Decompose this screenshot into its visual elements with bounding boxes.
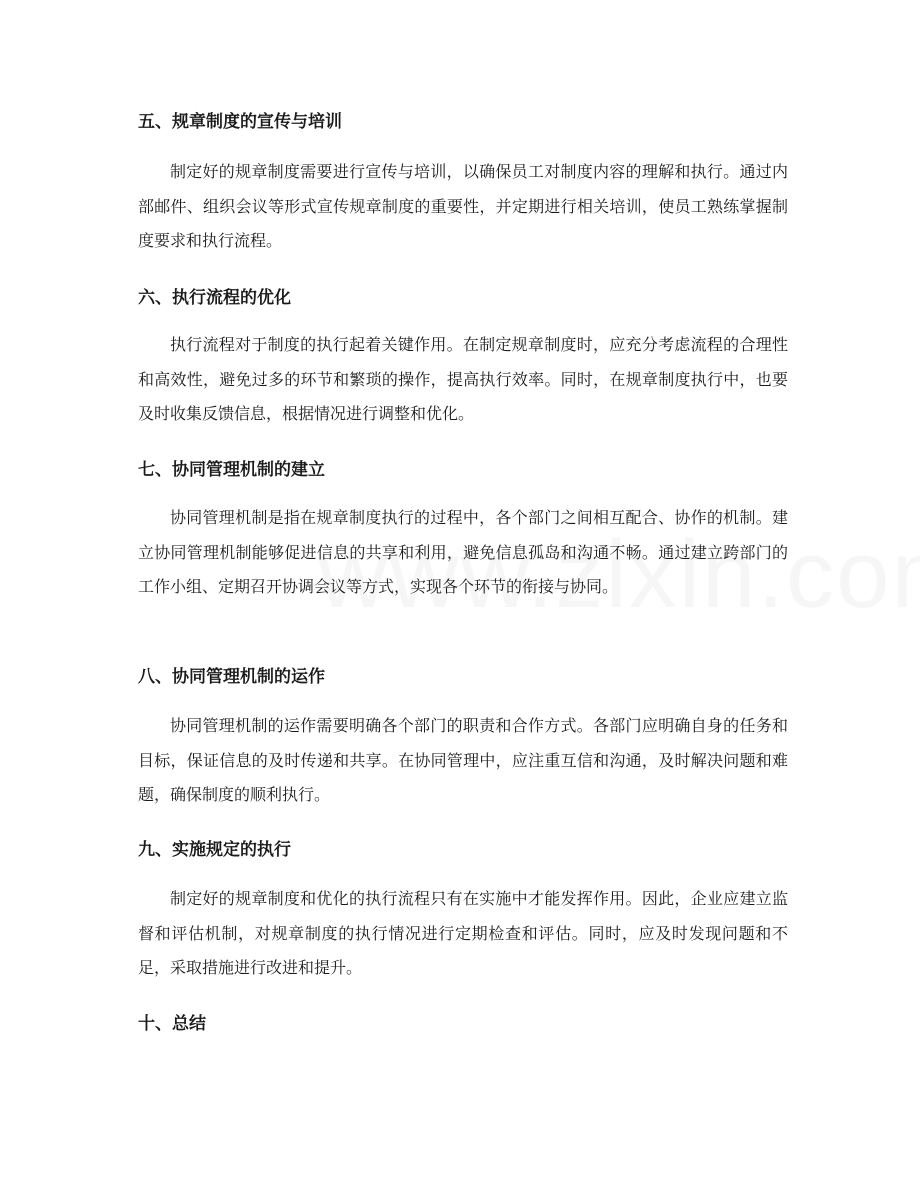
section-title-8: 八、协同管理机制的运作 bbox=[138, 667, 325, 687]
section-body-5: 制定好的规章制度需要进行宣传与培训，以确保员工对制度内容的理解和执行。通过内部邮件、组织会议等形式宣传规章制度的重要性，并定期进行相关培训，使员工熟练掌握制度要求和执行流程。 bbox=[138, 162, 788, 250]
section-body-7: 协同管理机制是指在规章制度执行的过程中，各个部门之间相互配合、协作的机制。建立协同管理机制能够促进信息的共享和利用，避免信息孤岛和沟通不畅。通过建立跨部门的工作小组、定期召开协调会议等方式，实现各个环节的衔接与协同。 bbox=[138, 508, 788, 596]
section-title-5: 五、规章制度的宣传与培训 bbox=[138, 112, 342, 132]
section-title-6: 六、执行流程的优化 bbox=[138, 288, 291, 308]
section-title-10: 十、总结 bbox=[138, 1014, 206, 1034]
section-body-8: 协同管理机制的运作需要明确各个部门的职责和合作方式。各部门应明确自身的任务和目标，保证信息的及时传递和共享。在协同管理中，应注重互信和沟通，及时解决问题和难题，确保制度的顺利执行。 bbox=[138, 716, 788, 804]
section-body-6: 执行流程对于制度的执行起着关键作用。在制定规章制度时，应充分考虑流程的合理性和高效性，避免过多的环节和繁琐的操作，提高执行效率。同时，在规章制度执行中，也要及时收集反馈信息，根据情况进行调整和优化。 bbox=[138, 335, 788, 423]
section-title-9: 九、实施规定的执行 bbox=[138, 840, 291, 860]
section-title-7: 七、协同管理机制的建立 bbox=[138, 460, 325, 480]
section-body-9: 制定好的规章制度和优化的执行流程只有在实施中才能发挥作用。因此，企业应建立监督和评估机制，对规章制度的执行情况进行定期检查和评估。同时，应及时发现问题和不足，采取措施进行改进和提升。 bbox=[138, 889, 788, 977]
